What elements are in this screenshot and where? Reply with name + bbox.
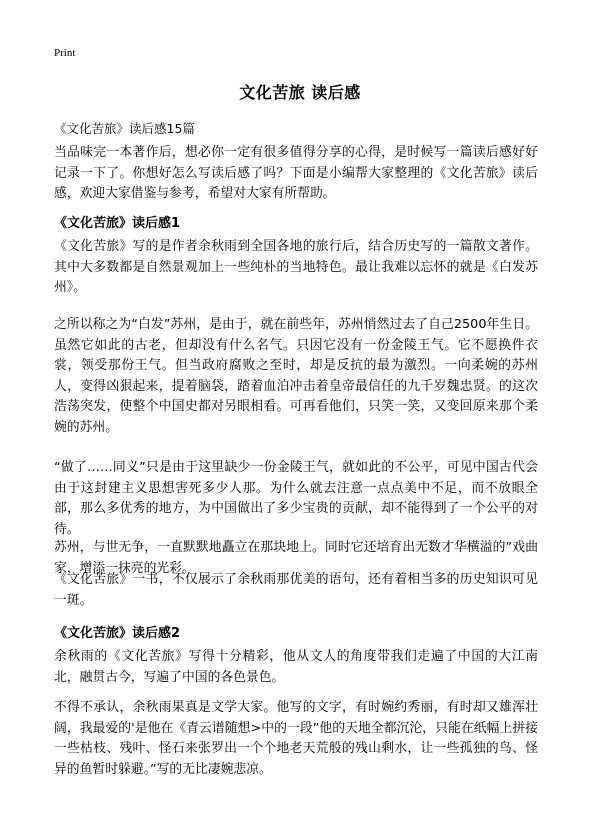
paragraph: 之所以称之为“白发”苏州，是由于，就在前些年，苏州悄然过去了自己2500年生日。虽然它如此的古老，但却没有什么名气。只因它没有一份金陵王气。它不愿换件衣裳，领受那份王气。但当政府腐败之至时，却是反抗的最为激烈。一向柔婉的苏州人，变得凶狠起来，提着脑袋，踏着血泊冲击着皇帝最信任的九千岁魏忠贤。的这次浩荡突发，使整个中国史都对另眼相看。可再看他们，只笑一笑，又变回原来那个柔婉的苏州。 bbox=[54, 317, 538, 435]
paragraph: 苏州，与世无争，一直默默地矗立在那块地上。同时它还培育出无数才华横溢的”戏曲家，增添一抹亮的光彩。 bbox=[54, 540, 538, 576]
paragraph: 《文化苦旅》一书，不仅展示了余秋雨那优美的语句，还有着相当多的历史知识可见一斑。 bbox=[54, 572, 538, 608]
section-heading-2: 《文化苦旅》读后感2 bbox=[54, 626, 181, 641]
page-title: 文化苦旅 读后感 bbox=[239, 83, 361, 102]
paragraph: 不得不承认，余秋雨果真是文学大家。他写的文字，有时婉约秀丽，有时却又雄浑壮阔，我最爱的'是他在《青云谱随想>中的一段”他的天地全都沉沦，只能在纸幅上拼接一些枯枝、残叶、怪石来张罗出一个个地老天荒般的残山剩水，让一些孤独的鸟、怪异的鱼暂时躲避。”写的无比凄婉悲凉。 bbox=[54, 700, 538, 777]
section-heading-1: 《文化苦旅》读后感1 bbox=[54, 216, 181, 231]
paragraph: “做了……同义”只是由于这里缺少一份金陵王气，就如此的不公平，可见中国古代会由于这封建主义思想害死多少人那。为什么就去注意一点点美中不足，而不放眼全部，那么多优秀的地方，为中国做出了多少宝贵的贡献，却不能得到了一个公平的对待。 bbox=[54, 460, 538, 537]
document-subtitle: 《文化苦旅》读后感15篇 bbox=[54, 121, 195, 136]
paragraph: 《文化苦旅》写的是作者余秋雨到全国各地的旅行后，结合历史写的一篇散文著作。其中大多数都是自然景观加上一些纯朴的当地特色。最让我难以忘怀的就是《白发苏州》。 bbox=[54, 239, 538, 295]
paragraph: 余秋雨的《文化苦旅》写得十分精彩，他从文人的角度带我们走遍了中国的大江南北，融贯古今，写遍了中国的各色景色。 bbox=[54, 649, 538, 685]
intro-paragraph: 当品味完一本著作后，想必你一定有很多值得分享的心得，是时候写一篇读后感好好记录一下了。你想好怎么写读后感了吗？下面是小编帮大家整理的《文化苦旅》读后感，欢迎大家借鉴与参考，希望对大家有所帮助。 bbox=[54, 145, 538, 201]
print-link[interactable]: Print bbox=[54, 47, 76, 59]
